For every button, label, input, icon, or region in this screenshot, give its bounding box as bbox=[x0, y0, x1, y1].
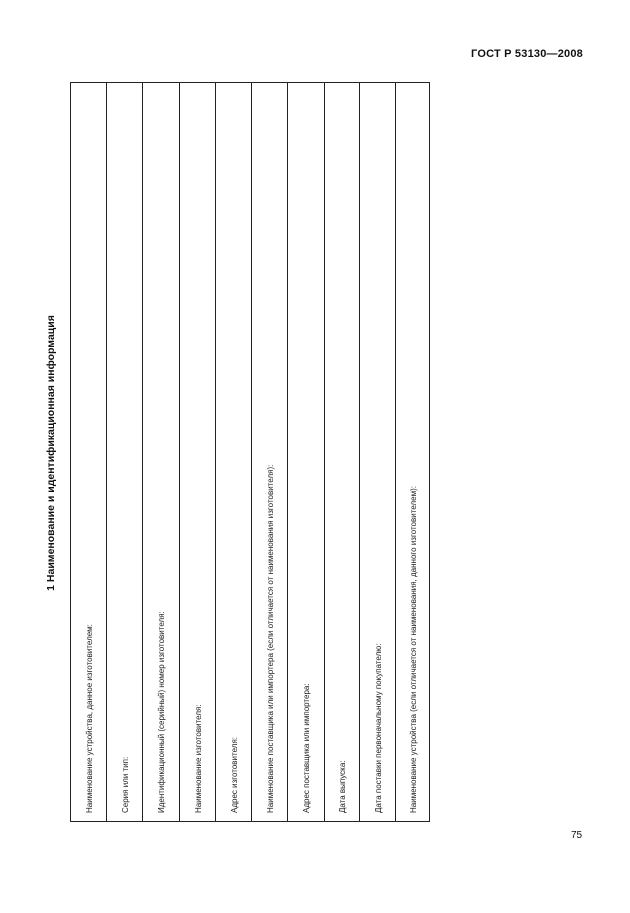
form-row-manufacturer-name bbox=[180, 83, 216, 821]
section-title-text: 1 Наименование и идентификационная информация bbox=[45, 315, 57, 591]
form-row-series-type bbox=[107, 83, 143, 821]
form-row-supplier-name bbox=[252, 83, 288, 821]
section-title bbox=[41, 306, 61, 600]
form-row-label: Адрес поставщика или импортера: bbox=[302, 683, 311, 813]
form-row-device-name bbox=[71, 83, 107, 821]
form-row-label: Дата поставки первоначальному покупателю: bbox=[373, 643, 383, 813]
form-row-label: Серия или тип: bbox=[120, 756, 130, 813]
form-row-label: Адрес изготовителя: bbox=[229, 737, 239, 813]
form-row-production-date bbox=[325, 83, 360, 821]
form-row-label: Наименование поставщика или импортера (если отличается от наименования изготовителя): bbox=[265, 464, 275, 813]
form-row-label: Наименование устройства, данное изготовителем: bbox=[84, 624, 94, 813]
identification-form-table bbox=[70, 82, 430, 822]
form-row-label: Идентификационный (серийный) номер изготовителя: bbox=[157, 611, 166, 813]
form-row-alt-device-name bbox=[396, 83, 429, 821]
form-row-delivery-date bbox=[360, 83, 396, 821]
form-row-serial-number bbox=[143, 83, 180, 821]
form-row-supplier-address bbox=[288, 83, 325, 821]
form-row-manufacturer-address bbox=[216, 83, 252, 821]
form-row-label: Дата выпуска: bbox=[338, 760, 347, 813]
standard-code: ГОСТ Р 53130—2008 bbox=[471, 48, 583, 60]
page-number: 75 bbox=[571, 830, 583, 841]
form-row-label: Наименование устройства (если отличается от наименования, данного изготовителем): bbox=[408, 486, 418, 813]
form-row-label: Наименование изготовителя: bbox=[193, 704, 203, 813]
